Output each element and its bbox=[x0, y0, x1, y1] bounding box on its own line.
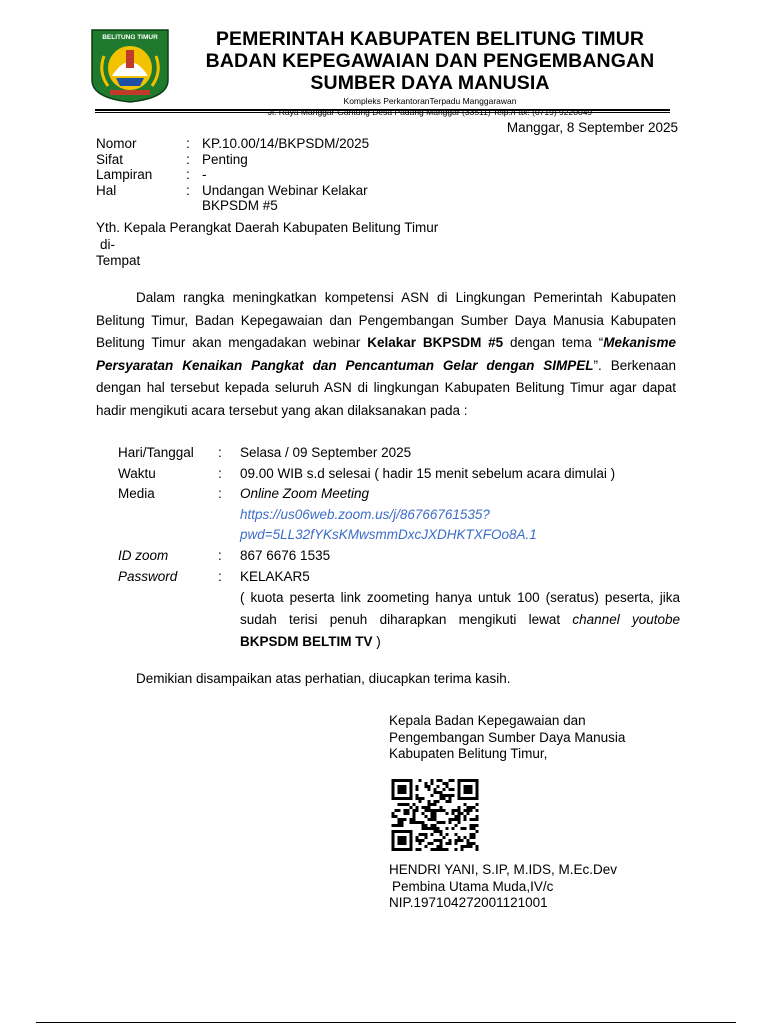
meta-value: Penting bbox=[202, 151, 248, 167]
detail-colon: : bbox=[218, 547, 222, 563]
signer-rank: Pembina Utama Muda,IV/c bbox=[392, 878, 554, 894]
zoom-link-continued[interactable]: pwd=5LL32fYKsKMwsmmDxcJXDHKTXFOo8A.1 bbox=[240, 527, 537, 543]
zoom-link[interactable]: https://us06web.zoom.us/j/86766761535? bbox=[240, 506, 490, 522]
letterhead-address-1: Kompleks PerkantoranTerpadu Manggarawan bbox=[343, 96, 517, 106]
detail-row-quota bbox=[118, 587, 680, 653]
meta-row-nomor bbox=[96, 136, 412, 152]
letterhead-divider-thin bbox=[95, 112, 670, 113]
detail-value: 09.00 WIB s.d selesai ( hadir 15 menit sebelum acara dimulai ) bbox=[240, 465, 616, 481]
recipient-di: di- bbox=[100, 236, 116, 252]
signer-nip: NIP.197104272001121001 bbox=[389, 895, 548, 910]
detail-row-id bbox=[118, 546, 680, 567]
detail-value: Selasa / 09 September 2025 bbox=[240, 445, 412, 460]
signature-line: Kabupaten Belitung Timur, bbox=[389, 746, 548, 761]
letterhead-divider bbox=[95, 109, 670, 111]
detail-label: Password bbox=[118, 568, 178, 584]
letterhead-line-2: BADAN KEPEGAWAIAN DAN PENGEMBANGAN bbox=[205, 50, 655, 72]
detail-row-date bbox=[118, 443, 680, 464]
meta-label: Lampiran bbox=[96, 167, 153, 182]
meta-row-hal bbox=[96, 183, 412, 214]
letterhead-address-2: Jl. Raya Manggar-Gantung Desa Padang Manggar (33511) Telp./Fax: (0719) 9220049 bbox=[267, 107, 593, 117]
body-text: dengan tema “ bbox=[503, 335, 604, 351]
detail-colon: : bbox=[218, 465, 222, 481]
webinar-name: Kelakar BKPSDM #5 bbox=[367, 335, 504, 351]
meta-colon: : bbox=[186, 182, 190, 198]
meta-colon: : bbox=[186, 167, 190, 182]
letterhead bbox=[180, 28, 680, 118]
svg-text:BELITUNG TIMUR: BELITUNG TIMUR bbox=[102, 34, 158, 41]
meta-row-sifat bbox=[96, 152, 412, 168]
detail-value: Online Zoom Meeting bbox=[240, 486, 370, 502]
signature-line: Kepala Badan Kepegawaian dan bbox=[389, 713, 586, 728]
meta-value: - bbox=[202, 167, 207, 182]
meta-label: Nomor bbox=[96, 136, 137, 151]
closing-sentence: Demikian disampaikan atas perhatian, diucapkan terima kasih. bbox=[136, 671, 511, 686]
letter-date: Manggar, 8 September 2025 bbox=[506, 120, 678, 135]
body-paragraph bbox=[96, 287, 676, 423]
detail-label: Waktu bbox=[118, 465, 156, 481]
signer-block bbox=[389, 862, 617, 912]
signature-line: Pengembangan Sumber Daya Manusia bbox=[389, 729, 626, 745]
letterhead-line-3: SUMBER DAYA MANUSIA bbox=[310, 72, 550, 94]
letterhead-line-1: PEMERINTAH KABUPATEN BELITUNG TIMUR bbox=[215, 28, 645, 50]
detail-row-link-cont bbox=[118, 525, 680, 546]
signature-title bbox=[389, 713, 625, 763]
qr-code-signature bbox=[391, 779, 479, 851]
detail-row-media bbox=[118, 484, 680, 505]
quota-channel-name: BKPSDM BELTIM TV bbox=[240, 634, 373, 650]
quota-text: ( kuota peserta link zoometing hanya untuk 100 (seratus) peserta, jika sudah terisi penuh diharapkan mengikuti lewat bbox=[240, 590, 680, 628]
quota-end: ) bbox=[372, 634, 381, 650]
detail-colon: : bbox=[218, 486, 222, 502]
detail-value: 867 6676 1535 bbox=[240, 547, 331, 563]
meta-row-lampiran bbox=[96, 167, 412, 183]
footer-line bbox=[36, 1022, 736, 1023]
detail-label: Hari/Tanggal bbox=[118, 445, 194, 460]
body-text: Dalam rangka meningkatkan kompetensi ASN di Lingkungan Pemerintah Kabupaten Belitung Timur, Badan Kepegawaian dan Pengembangan Sumber Daya Manusia Kabupaten Belitung Timur akan mengadakan webinar bbox=[96, 290, 676, 351]
recipient-tempat: Tempat bbox=[96, 253, 141, 268]
webinar-theme: Mekanisme Persyaratan Kenaikan Pangkat dan Pencantuman Gelar dengan SIMPEL bbox=[96, 335, 677, 373]
quota-note bbox=[240, 587, 680, 653]
body-text: ”. Berkenaan dengan hal tersebut kepada seluruh ASN di lingkungan Kabupaten Belitung Timur agar dapat hadir mengikuti acara tersebut yang akan dilaksanakan pada : bbox=[96, 357, 677, 418]
event-details bbox=[118, 443, 680, 653]
recipient-line: Yth. Kepala Perangkat Daerah Kabupaten Belitung Timur bbox=[96, 220, 439, 235]
meta-label: Sifat bbox=[96, 151, 124, 167]
detail-row-time bbox=[118, 464, 680, 485]
recipient-block bbox=[96, 220, 438, 270]
detail-row-link bbox=[118, 505, 680, 526]
signer-name: HENDRI YANI, S.IP, M.IDS, M.Ec.Dev bbox=[389, 862, 618, 877]
detail-row-password bbox=[118, 567, 680, 588]
meta-colon: : bbox=[186, 136, 190, 151]
regency-emblem-logo bbox=[90, 28, 170, 104]
letter-meta bbox=[96, 136, 412, 214]
detail-colon: : bbox=[218, 568, 222, 584]
meta-label: Hal bbox=[96, 182, 117, 198]
detail-colon: : bbox=[218, 445, 222, 460]
detail-label: Media bbox=[118, 486, 155, 502]
detail-label: ID zoom bbox=[118, 547, 169, 563]
meta-colon: : bbox=[186, 151, 190, 167]
detail-value: KELAKAR5 bbox=[240, 568, 310, 584]
meta-value: KP.10.00/14/BKPSDM/2025 bbox=[202, 136, 370, 151]
meta-value: Undangan Webinar Kelakar BKPSDM #5 bbox=[202, 182, 368, 213]
quota-channel: channel youtobe bbox=[572, 612, 680, 628]
